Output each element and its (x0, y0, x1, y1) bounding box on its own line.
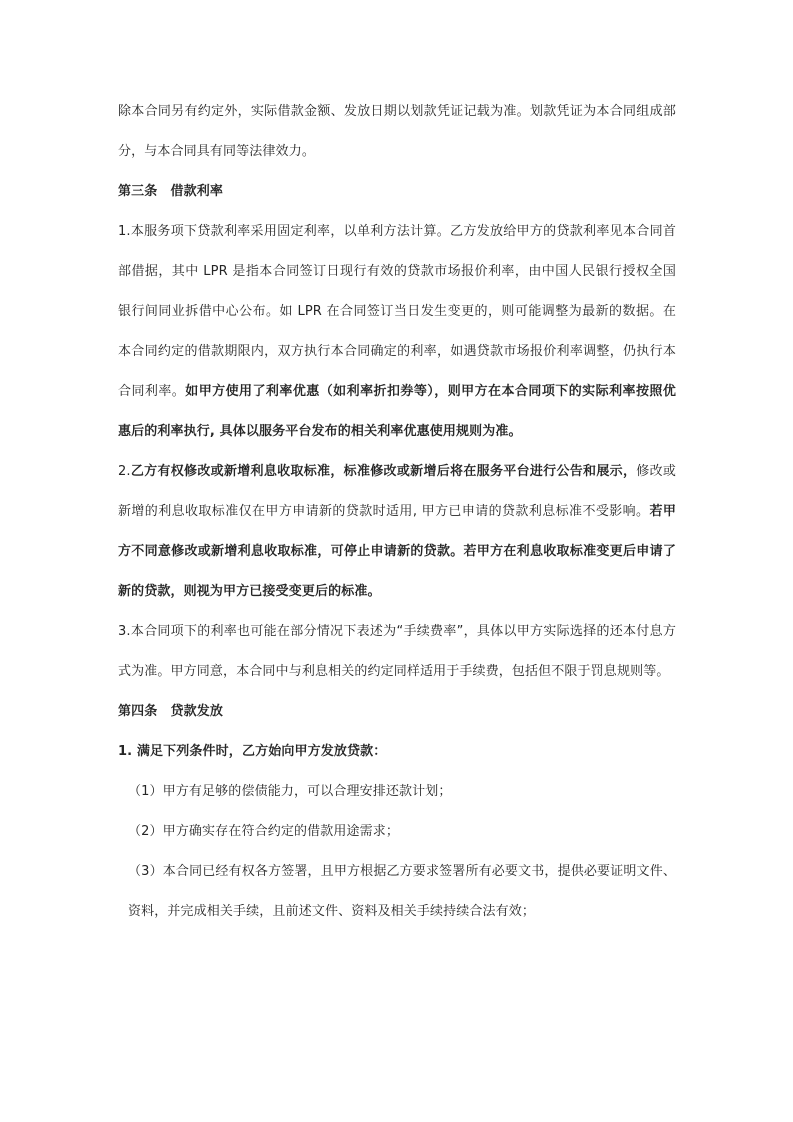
sub-item-4-1-1: （1）甲方有足够的偿债能力，可以合理安排还款计划； (128, 784, 452, 799)
paragraph-3-1-bold: 如甲方使用了利率优惠（如利率折扣券等），则甲方在本合同项下的实际利率按照优惠后的利率执行, 具体以服务平台发布的相关利率优惠使用规则为准。 (118, 384, 677, 439)
paragraph-3-1-normal: 1.本服务项下贷款利率采用固定利率，以单利方法计算。乙方发放给甲方的贷款利率见本合同首部借据，其中 LPR 是指本合同签订日现行有效的贷款市场报价利率，由中国人民银行授权全国银行间同业拆借中心公布。如 LPR 在合同签订当日发生变更的，则可能调整为最新的数据。在本合同约定的借款期限内，双方执行本合同确定的利率，如遇贷款市场报价利率调整，仍执行本合同利率。 (118, 224, 676, 399)
paragraph-3-2-bold-first: 乙方有权修改或新增利息收取标准，标准修改或新增后将在服务平台进行公告和展示， (130, 464, 637, 479)
paragraph-3-2 (118, 452, 676, 612)
document-body (118, 92, 676, 932)
paragraph-3-2-bold-second: 若甲方不同意修改或新增利息收取标准，可停止申请新的贷款。若甲方在利息收取标准变更后申请了新的贷款，则视为甲方已接受变更后的标准。 (118, 504, 676, 599)
paragraph-3-1 (118, 212, 676, 452)
list-item-4-1: 1. 满足下列条件时，乙方始向甲方发放贷款： (118, 744, 387, 759)
paragraph-intro: 除本合同另有约定外，实际借款金额、发放日期以划款凭证记载为准。划款凭证为本合同组成部分，与本合同具有同等法律效力。 (118, 104, 676, 159)
paragraph-3-3: 3.本合同项下的利率也可能在部分情况下表述为“手续费率”，具体以甲方实际选择的还本付息方式为准。甲方同意，本合同中与利息相关的约定同样适用于手续费，包括但不限于罚息规则等。 (118, 624, 676, 679)
sub-item-4-1-2: （2）甲方确实存在符合约定的借款用途需求； (128, 824, 400, 839)
paragraph-3-2-normal-middle: 修改或新增的利息收取标准仅在甲方申请新的贷款时适用, 甲方已申请的贷款利息标准不受影响。 (118, 464, 676, 519)
heading-article-three: 第三条 借款利率 (118, 184, 224, 199)
heading-article-four: 第四条 贷款发放 (118, 704, 224, 719)
sub-item-4-1-3: （3）本合同已经有权各方签署，且甲方根据乙方要求签署所有必要文书，提供必要证明文件、资料，并完成相关手续，且前述文件、资料及相关手续持续合法有效； (128, 864, 676, 919)
paragraph-3-2-number: 2. (118, 464, 131, 479)
